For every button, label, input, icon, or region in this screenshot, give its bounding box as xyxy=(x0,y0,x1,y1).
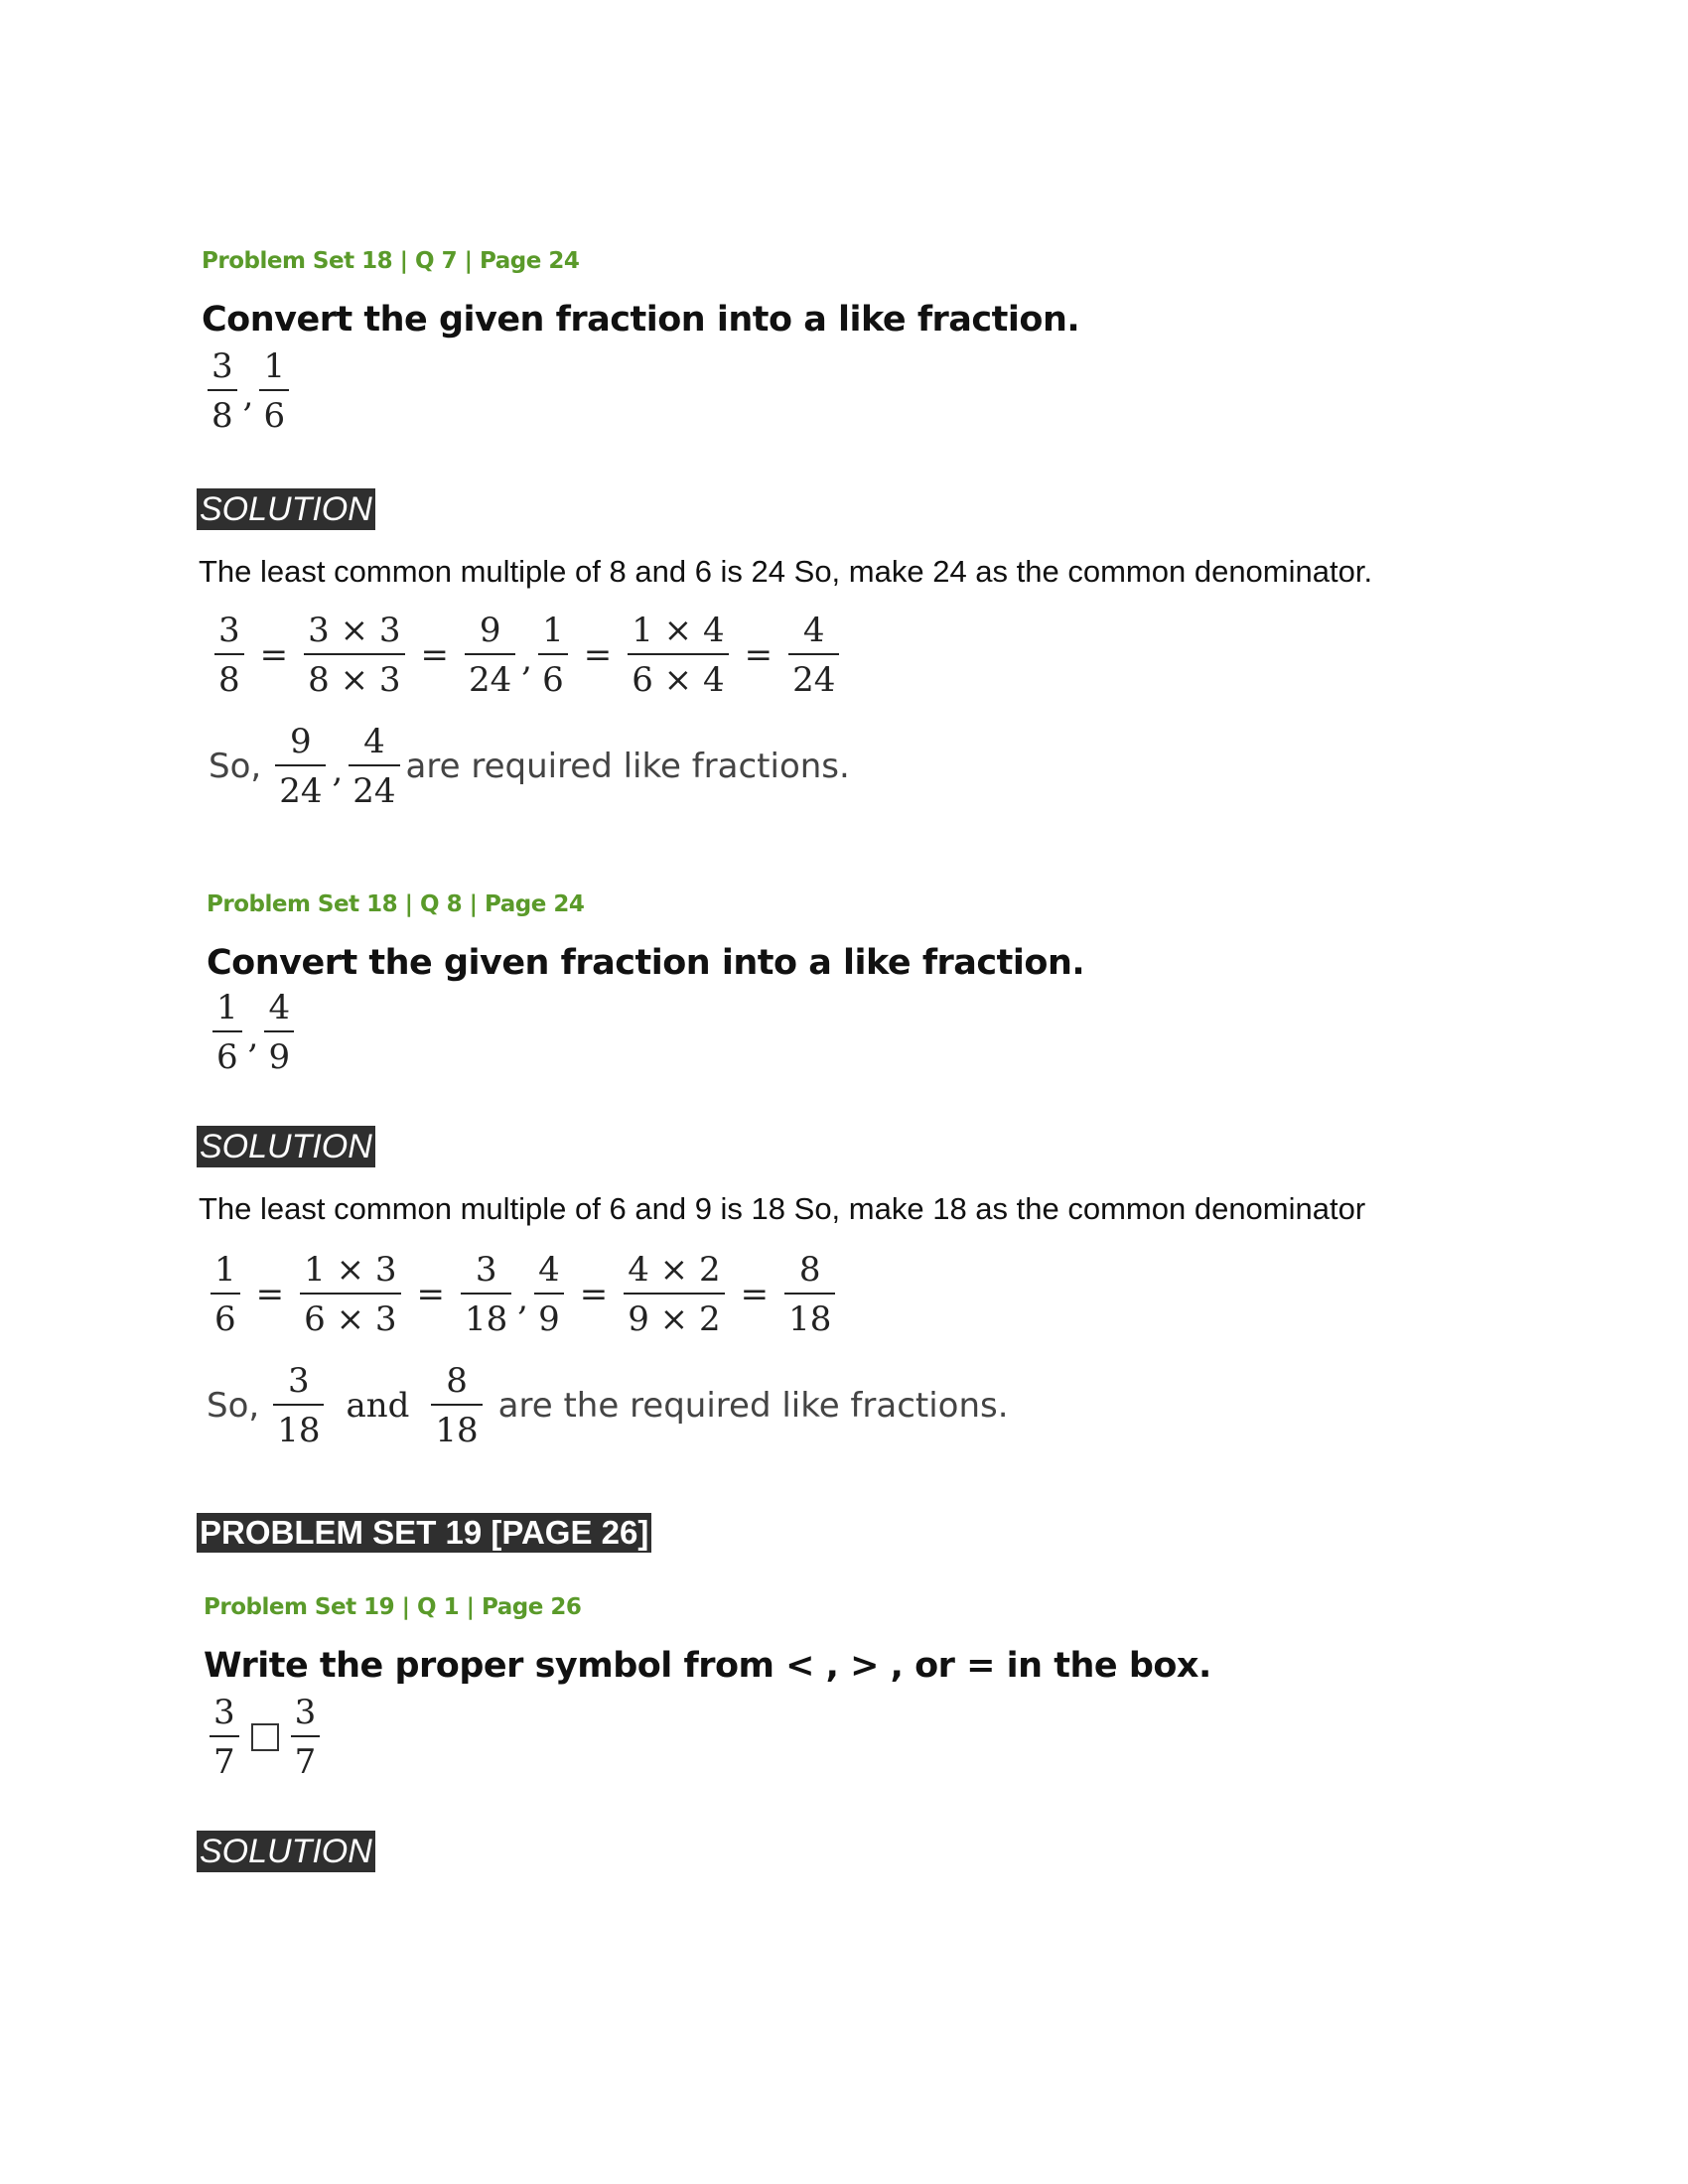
equation: $\frac{1}{6}$ = $\frac{1 \times 3}{6 \times 3}$ = $\frac{3}{18}$ , $\frac{4}{9}$ = $\frac{4 \times 2}{9 \times 2}$ = $\frac{8}{18}$ xyxy=(205,1253,841,1336)
question-text: Convert the given fraction into a like fraction. xyxy=(207,943,1085,983)
solution-label: SOLUTION xyxy=(197,1126,375,1167)
question-text: Write the proper symbol from < , > , or = in the box. xyxy=(204,1646,1211,1686)
conclusion: So, $\frac{9}{24}$ , $\frac{4}{24}$ are required like fractions. xyxy=(209,722,850,811)
given-fractions: $\frac{3}{8}$ , $\frac{1}{6}$ xyxy=(202,349,295,433)
answer-box xyxy=(251,1723,279,1751)
fraction: $\frac{4}{24}$ xyxy=(343,725,405,808)
fraction: $\frac{9}{24}$ xyxy=(459,614,521,697)
fraction: $\frac{1}{6}$ xyxy=(207,991,248,1074)
fraction: $\frac{4}{9}$ xyxy=(258,991,300,1074)
solution-label: SOLUTION xyxy=(197,488,375,530)
conclusion: So, $\frac{3}{18}$ and $\frac{8}{18}$ are the required like fractions. xyxy=(207,1361,1009,1450)
problem-label: Problem Set 18 | Q 7 | Page 24 xyxy=(202,248,580,274)
fraction: $\frac{1}{6}$ xyxy=(205,1253,246,1336)
fraction: $\frac{4}{24}$ xyxy=(782,614,845,697)
question-text: Convert the given fraction into a like fraction. xyxy=(202,300,1080,340)
solution-label: SOLUTION xyxy=(197,1831,375,1872)
fraction: $\frac{3}{8}$ xyxy=(209,614,250,697)
section-header: PROBLEM SET 19 [PAGE 26] xyxy=(197,1513,651,1553)
fraction: $\frac{8}{18}$ xyxy=(425,1364,488,1447)
fraction: $\frac{8}{18}$ xyxy=(778,1253,841,1336)
equation: $\frac{3}{8}$ = $\frac{3 \times 3}{8 \times 3}$ = $\frac{9}{24}$ , $\frac{1}{6}$ = $\frac{1 \times 4}{6 \times 4}$ = $\frac{4}{24}$ xyxy=(209,614,845,697)
fraction: $\frac{3}{8}$ xyxy=(202,349,243,433)
problem-label: Problem Set 19 | Q 1 | Page 26 xyxy=(204,1594,582,1620)
fraction: $\frac{4 \times 2}{9 \times 2}$ xyxy=(618,1253,730,1336)
solution-explanation: The least common multiple of 8 and 6 is 24 So, make 24 as the common denominator. xyxy=(199,554,1373,589)
fraction: $\frac{9}{24}$ xyxy=(269,725,332,808)
fraction: $\frac{3}{18}$ xyxy=(267,1364,330,1447)
given-fractions: $\frac{1}{6}$ , $\frac{4}{9}$ xyxy=(207,991,300,1074)
fraction: $\frac{1}{6}$ xyxy=(253,349,295,433)
fraction: $\frac{3 \times 3}{8 \times 3}$ xyxy=(298,614,410,697)
problem-label: Problem Set 18 | Q 8 | Page 24 xyxy=(207,891,585,917)
fraction: $\frac{1 \times 3}{6 \times 3}$ xyxy=(294,1253,406,1336)
fraction: $\frac{4}{9}$ xyxy=(528,1253,570,1336)
solution-explanation: The least common multiple of 6 and 9 is 18 So, make 18 as the common denominator xyxy=(199,1191,1366,1226)
fraction: $\frac{1}{6}$ xyxy=(532,614,574,697)
fraction: $\frac{3}{7}$ xyxy=(204,1696,245,1779)
fraction: $\frac{3}{7}$ xyxy=(285,1696,327,1779)
fraction: $\frac{1 \times 4}{6 \times 4}$ xyxy=(622,614,734,697)
given-fractions xyxy=(204,1693,326,1782)
fraction: $\frac{3}{18}$ xyxy=(455,1253,517,1336)
